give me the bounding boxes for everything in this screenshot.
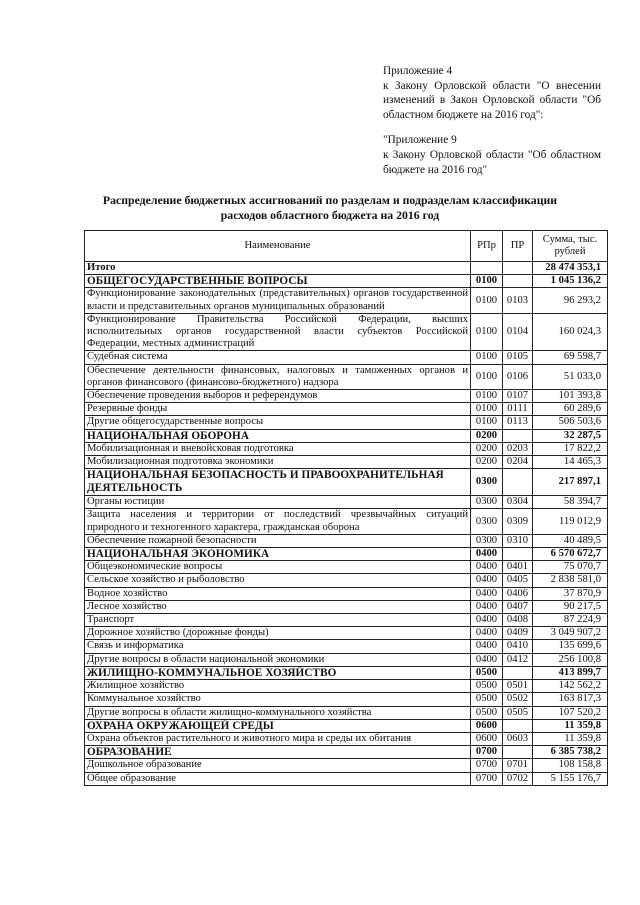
budget-table	[84, 230, 608, 786]
table-row	[85, 561, 608, 574]
cell-rp: 0100	[471, 275, 503, 288]
cell-name: Транспорт	[85, 614, 471, 627]
table-row	[85, 351, 608, 364]
cell-rp: 0200	[471, 456, 503, 469]
cell-name: НАЦИОНАЛЬНАЯ ЭКОНОМИКА	[85, 548, 471, 561]
cell-sum: 37 870,9	[533, 587, 608, 600]
table-row	[85, 759, 608, 772]
table-row	[85, 772, 608, 785]
table-row	[85, 693, 608, 706]
cell-rp: 0100	[471, 313, 503, 351]
cell-name: Дорожное хозяйство (дорожные фонды)	[85, 627, 471, 640]
cell-pr: 0203	[503, 442, 533, 455]
table-row	[85, 640, 608, 653]
table-row	[85, 534, 608, 547]
cell-sum: 2 838 581,0	[533, 574, 608, 587]
header-rp: РПр	[471, 231, 503, 262]
section-row	[85, 666, 608, 679]
cell-name: Охрана объектов растительного и животного мира и среды их обитания	[85, 732, 471, 745]
cell-rp: 0100	[471, 351, 503, 364]
header-pr: ПР	[503, 231, 533, 262]
cell-name: Сельское хозяйство и рыболовство	[85, 574, 471, 587]
cell-rp: 0600	[471, 732, 503, 745]
table-row	[85, 456, 608, 469]
cell-rp: 0400	[471, 614, 503, 627]
cell-sum: 11 359,8	[533, 732, 608, 745]
cell-name: Итого	[85, 262, 471, 275]
cell-sum: 17 822,2	[533, 442, 608, 455]
cell-name: Жилищное хозяйство	[85, 680, 471, 693]
cell-name: Резервные фонды	[85, 403, 471, 416]
cell-rp: 0300	[471, 534, 503, 547]
cell-name: Функционирование Правительства Российской Федерации, высших исполнительных органов государственной власти субъектов Российской Федерации, местных администраций	[85, 313, 471, 351]
cell-rp: 0400	[471, 587, 503, 600]
cell-rp: 0400	[471, 561, 503, 574]
cell-sum: 96 293,2	[533, 288, 608, 313]
cell-sum: 60 289,6	[533, 403, 608, 416]
cell-pr: 0304	[503, 496, 533, 509]
cell-pr: 0405	[503, 574, 533, 587]
cell-pr	[503, 746, 533, 759]
cell-name: ОБРАЗОВАНИЕ	[85, 746, 471, 759]
cell-rp: 0400	[471, 627, 503, 640]
section-row	[85, 548, 608, 561]
section-row	[85, 429, 608, 442]
cell-sum: 58 394,7	[533, 496, 608, 509]
cell-name: Дошкольное образование	[85, 759, 471, 772]
cell-sum: 6 570 672,7	[533, 548, 608, 561]
cell-sum: 87 224,9	[533, 614, 608, 627]
cell-pr: 0412	[503, 653, 533, 666]
table-row	[85, 288, 608, 313]
cell-sum: 69 598,7	[533, 351, 608, 364]
cell-sum: 11 359,8	[533, 719, 608, 732]
cell-pr: 0107	[503, 390, 533, 403]
cell-name: Мобилизационная и вневойсковая подготовка	[85, 442, 471, 455]
cell-pr: 0501	[503, 680, 533, 693]
cell-name: Обеспечение пожарной безопасности	[85, 534, 471, 547]
cell-sum: 5 155 176,7	[533, 772, 608, 785]
table-row	[85, 390, 608, 403]
cell-name: Судебная система	[85, 351, 471, 364]
table-row	[85, 574, 608, 587]
section-row	[85, 719, 608, 732]
cell-sum: 6 385 738,2	[533, 746, 608, 759]
cell-pr: 0701	[503, 759, 533, 772]
cell-rp: 0200	[471, 429, 503, 442]
cell-pr: 0702	[503, 772, 533, 785]
cell-rp: 0500	[471, 666, 503, 679]
cell-sum: 108 158,8	[533, 759, 608, 772]
cell-pr: 0401	[503, 561, 533, 574]
cell-pr: 0502	[503, 693, 533, 706]
cell-rp: 0100	[471, 403, 503, 416]
cell-pr: 0105	[503, 351, 533, 364]
table-row	[85, 680, 608, 693]
table-row	[85, 509, 608, 534]
cell-pr: 0410	[503, 640, 533, 653]
cell-sum: 142 562,2	[533, 680, 608, 693]
cell-pr: 0408	[503, 614, 533, 627]
cell-rp: 0300	[471, 509, 503, 534]
cell-pr: 0409	[503, 627, 533, 640]
cell-pr: 0204	[503, 456, 533, 469]
cell-pr: 0106	[503, 364, 533, 389]
cell-rp: 0600	[471, 719, 503, 732]
cell-pr: 0406	[503, 587, 533, 600]
cell-rp: 0100	[471, 364, 503, 389]
table-header-row	[85, 231, 608, 262]
cell-name: Коммунальное хозяйство	[85, 693, 471, 706]
cell-name: Лесное хозяйство	[85, 600, 471, 613]
cell-name: ОХРАНА ОКРУЖАЮЩЕЙ СРЕДЫ	[85, 719, 471, 732]
header-sum: Сумма, тыс. рублей	[533, 231, 608, 262]
table-row	[85, 442, 608, 455]
table-body	[85, 262, 608, 786]
total-row	[85, 262, 608, 275]
cell-rp	[471, 262, 503, 275]
table-row	[85, 732, 608, 745]
cell-sum: 160 024,3	[533, 313, 608, 351]
cell-sum: 1 045 136,2	[533, 275, 608, 288]
annex-line-3: "Приложение 9	[383, 134, 457, 147]
cell-rp: 0700	[471, 746, 503, 759]
cell-name: Мобилизационная подготовка экономики	[85, 456, 471, 469]
cell-name: Другие вопросы в области жилищно-коммунального хозяйства	[85, 706, 471, 719]
cell-rp: 0100	[471, 416, 503, 429]
cell-name: Обеспечение проведения выборов и референдумов	[85, 390, 471, 403]
cell-rp: 0400	[471, 653, 503, 666]
cell-sum: 101 393,8	[533, 390, 608, 403]
cell-rp: 0400	[471, 574, 503, 587]
cell-pr	[503, 719, 533, 732]
cell-sum: 135 699,6	[533, 640, 608, 653]
cell-name: Другие вопросы в области национальной экономики	[85, 653, 471, 666]
section-row	[85, 469, 608, 496]
cell-pr: 0407	[503, 600, 533, 613]
header-name: Наименование	[85, 231, 471, 262]
cell-pr: 0603	[503, 732, 533, 745]
cell-pr: 0103	[503, 288, 533, 313]
cell-name: Связь и информатика	[85, 640, 471, 653]
cell-sum: 119 012,9	[533, 509, 608, 534]
annex-line-4: к Закону Орловской области "Об областном бюджете на 2016 год"	[383, 148, 601, 176]
table-row	[85, 496, 608, 509]
section-row	[85, 275, 608, 288]
cell-sum: 3 049 907,2	[533, 627, 608, 640]
cell-rp: 0100	[471, 288, 503, 313]
cell-name: ОБЩЕГОСУДАРСТВЕННЫЕ ВОПРОСЫ	[85, 275, 471, 288]
cell-name: НАЦИОНАЛЬНАЯ БЕЗОПАСНОСТЬ И ПРАВООХРАНИТЕЛЬНАЯ ДЕЯТЕЛЬНОСТЬ	[85, 469, 471, 496]
document-title: Распределение бюджетных ассигнований по разделам и подразделам классификации расходов областного бюджета на 2016 год	[102, 193, 558, 222]
cell-sum: 40 489,5	[533, 534, 608, 547]
annex-block	[383, 64, 601, 177]
cell-rp: 0400	[471, 600, 503, 613]
cell-sum: 163 817,3	[533, 693, 608, 706]
cell-pr	[503, 275, 533, 288]
cell-name: Органы юстиции	[85, 496, 471, 509]
cell-sum: 14 465,3	[533, 456, 608, 469]
cell-rp: 0300	[471, 496, 503, 509]
table-row	[85, 600, 608, 613]
cell-pr	[503, 262, 533, 275]
cell-name: Общеэкономические вопросы	[85, 561, 471, 574]
cell-pr: 0309	[503, 509, 533, 534]
cell-sum: 107 520,2	[533, 706, 608, 719]
cell-name: Общее образование	[85, 772, 471, 785]
annex-line-1: Приложение 4	[383, 65, 453, 77]
section-row	[85, 746, 608, 759]
cell-sum: 506 503,6	[533, 416, 608, 429]
cell-pr: 0113	[503, 416, 533, 429]
table-row	[85, 627, 608, 640]
cell-rp: 0500	[471, 693, 503, 706]
cell-pr	[503, 469, 533, 496]
table-row	[85, 416, 608, 429]
cell-pr	[503, 666, 533, 679]
cell-rp: 0200	[471, 442, 503, 455]
cell-pr: 0104	[503, 313, 533, 351]
cell-sum: 28 474 353,1	[533, 262, 608, 275]
cell-name: НАЦИОНАЛЬНАЯ ОБОРОНА	[85, 429, 471, 442]
cell-pr: 0310	[503, 534, 533, 547]
cell-name: ЖИЛИЩНО-КОММУНАЛЬНОЕ ХОЗЯЙСТВО	[85, 666, 471, 679]
cell-sum: 90 217,5	[533, 600, 608, 613]
cell-rp: 0700	[471, 759, 503, 772]
table-row	[85, 587, 608, 600]
table-row	[85, 614, 608, 627]
cell-sum: 413 899,7	[533, 666, 608, 679]
cell-name: Функционирование законодательных (представительных) органов государственной власти и представительных органов муниципальных образований	[85, 288, 471, 313]
cell-rp: 0100	[471, 390, 503, 403]
table-row	[85, 313, 608, 351]
cell-pr	[503, 548, 533, 561]
cell-sum: 75 070,7	[533, 561, 608, 574]
table-row	[85, 653, 608, 666]
cell-pr: 0111	[503, 403, 533, 416]
cell-sum: 217 897,1	[533, 469, 608, 496]
table-row	[85, 706, 608, 719]
cell-rp: 0500	[471, 680, 503, 693]
cell-sum: 32 287,5	[533, 429, 608, 442]
table-row	[85, 364, 608, 389]
cell-pr: 0505	[503, 706, 533, 719]
cell-name: Защита населения и территории от последствий чрезвычайных ситуаций природного и техногенного характера, гражданская оборона	[85, 509, 471, 534]
cell-rp: 0500	[471, 706, 503, 719]
cell-rp: 0400	[471, 640, 503, 653]
cell-name: Другие общегосударственные вопросы	[85, 416, 471, 429]
table-row	[85, 403, 608, 416]
cell-name: Водное хозяйство	[85, 587, 471, 600]
cell-rp: 0300	[471, 469, 503, 496]
cell-pr	[503, 429, 533, 442]
cell-name: Обеспечение деятельности финансовых, налоговых и таможенных органов и органов финансового (финансово-бюджетного) надзора	[85, 364, 471, 389]
cell-sum: 256 100,8	[533, 653, 608, 666]
cell-rp: 0700	[471, 772, 503, 785]
cell-sum: 51 033,0	[533, 364, 608, 389]
cell-rp: 0400	[471, 548, 503, 561]
annex-line-2: к Закону Орловской области "О внесении изменений в Закон Орловской области "Об областном бюджете на 2016 год":	[383, 79, 601, 121]
